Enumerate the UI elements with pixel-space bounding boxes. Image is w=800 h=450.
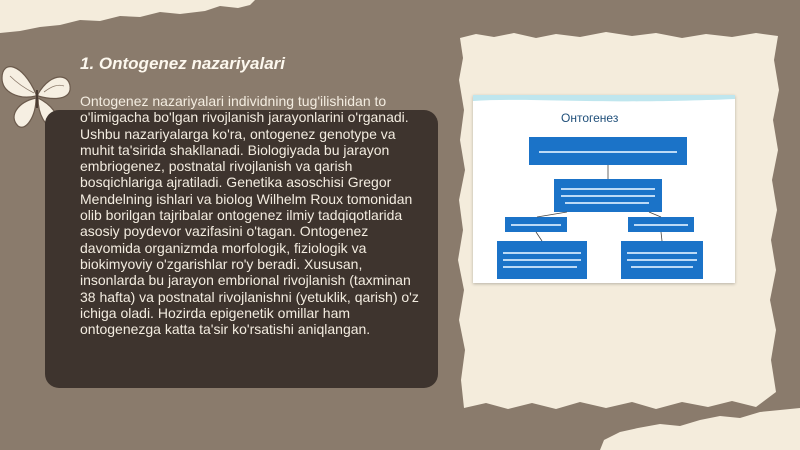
torn-paper-scrap-top bbox=[0, 0, 260, 40]
diagram-title: Онтогенез bbox=[561, 111, 619, 125]
ontogenez-diagram bbox=[473, 95, 735, 283]
slide-body-text: Ontogenez nazariyalari individning tug'ilishidan to o'limigacha bo'lgan rivojlanish jarayonlarini o'rganadi. Ushbu nazariyalarga ko'ra, ontogenez genotype va muhit ta'sirida shakllanadi. Biologiyada bu jarayon embriogenez, postnatal rivojlanish va qarish bosqichlariga ajratiladi. Genetika asoschisi Gregor Mendelning ishlari va biolog Wilhelm Roux tomonidan olib borilgan tajribalar ontogenez ilmiy tadqiqotlarida asosiy poydevor vazifasini o'tagan. Ontogenez davomida organizmda morfologik, fiziologik va biokimyoviy o'zgarishlar ro'y beradi. Xususan, insonlarda bu jarayon embrional rivojlanish (taxminan 38 hafta) va postnatal rivojlanishni (yetuklik, qarish) o'z ichiga oladi. Hozirda epigenetik omillar ham ontogenezga katta ta'sir ko'rsatishi aniqlangan. bbox=[80, 93, 419, 338]
slide-title: 1. Ontogenez nazariyalari bbox=[80, 54, 286, 73]
